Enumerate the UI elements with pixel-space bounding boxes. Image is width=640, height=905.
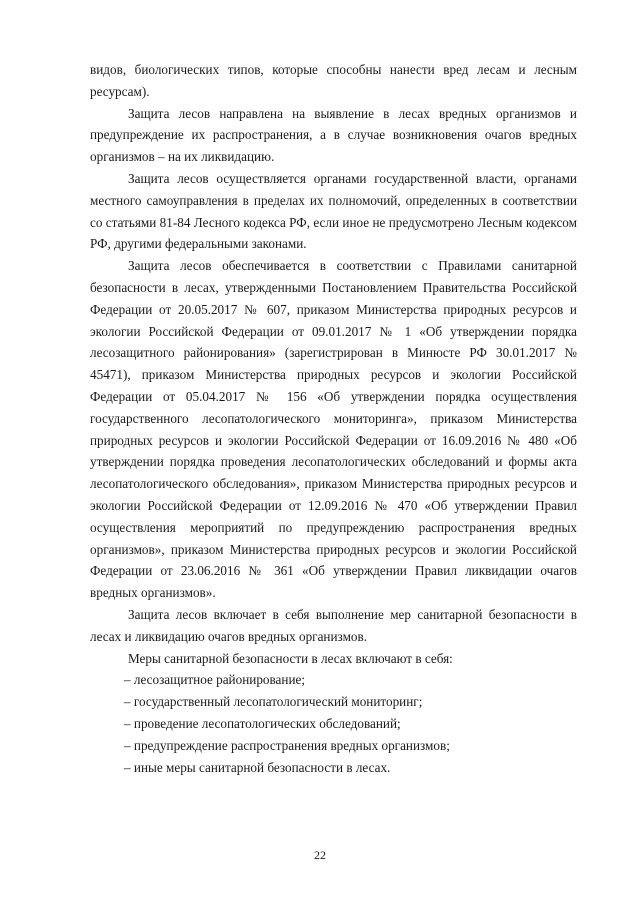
- list-item: – иные меры санитарной безопасности в лесах.: [124, 759, 391, 775]
- document-body: [90, 59, 577, 778]
- paragraph-forest-protection-authorities: Защита лесов осуществляется органами государственной власти, органами местного самоуправления в пределах их полномочий, определенных в соответствии со статьями 81-84 Лесного кодекса РФ, если иное не предусмотрено Лесным кодексом РФ, другими федеральными законами.: [90, 170, 577, 252]
- paragraph-continuation: видов, биологических типов, которые способны нанести вред лесам и лесным ресурсам).: [90, 62, 577, 99]
- page-number: 22: [314, 848, 326, 862]
- list-item: – проведение лесопатологических обследований;: [124, 715, 401, 731]
- paragraph-forest-protection-purpose: Защита лесов направлена на выявление в лесах вредных организмов и предупреждение их распространения, а в случае возникновения очагов вредных организмов – на их ликвидацию.: [90, 105, 577, 165]
- paragraph-forest-protection-includes: Защита лесов включает в себя выполнение мер санитарной безопасности в лесах и ликвидацию очагов вредных организмов.: [90, 606, 577, 644]
- list-item: – лесозащитное районирование;: [124, 672, 306, 688]
- paragraph-sanitary-measures-intro: Меры санитарной безопасности в лесах включают в себя:: [128, 650, 453, 666]
- sanitary-measures-list: [90, 669, 577, 778]
- list-item: – предупреждение распространения вредных организмов;: [124, 737, 450, 753]
- list-item: – государственный лесопатологический мониторинг;: [124, 694, 423, 710]
- paragraph-forest-protection-regulations: Защита лесов обеспечивается в соответствии с Правилами санитарной безопасности в лесах, утвержденными Постановлением Правительства Российской Федерации от 20.05.2017 № 607, приказом Министерства природных ресурсов и экологии Российской Федерации от 09.01.2017 № 1 «Об утверждении порядка лесозащитного районирования» (зарегистрирован в Минюсте РФ 30.01.2017 № 45471), приказом Министерства природных ресурсов и экологии Российской Федерации от 05.04.2017 № 156 «Об утверждении порядка осуществления государственного лесопатологического мониторинга», приказом Министерства природных ресурсов и экологии Российской Федерации от 16.09.2016 № 480 «Об утверждении порядка проведения лесопатологических обследований и формы акта лесопатологического обследования», приказом Министерства природных ресурсов и экологии Российской Федерации от 12.09.2016 № 470 «Об утверждении Правил осуществления мероприятий по предупреждению распространения вредных организмов», приказом Министерства природных ресурсов и экологии Российской Федерации от 23.06.2016 № 361 «Об утверждении Правил ликвидации очагов вредных организмов».: [90, 258, 577, 601]
